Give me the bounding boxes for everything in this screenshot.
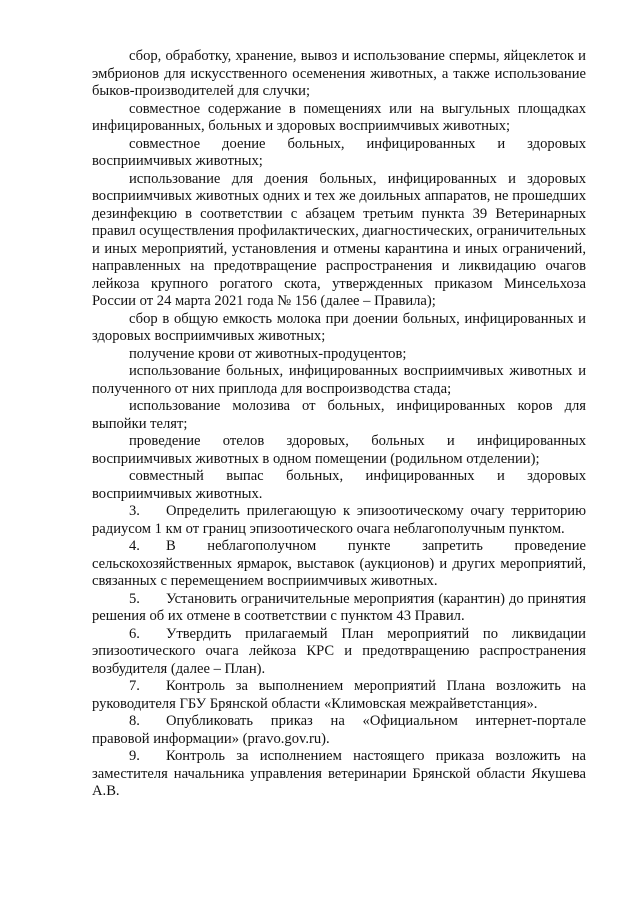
item-text: Контроль за выполнением мероприятий Плана возложить на руководителя ГБУ Брянской области «Климовская межрайветстанция». (92, 678, 586, 712)
item-number: 8. (129, 713, 140, 729)
item-number: 3. (129, 503, 140, 519)
paragraph: использование больных, инфицированных восприимчивых животных и полученного от них приплода для воспроизводства стада; (92, 363, 586, 397)
item-text: Опубликовать приказ на «Официальном интернет-портале правовой информации» (pravo.gov.ru). (92, 713, 586, 747)
paragraph: использование для доения больных, инфицированных и здоровых восприимчивых животных одних и тех же доильных аппаратов, не прошедших дезинфекцию в соответствии с абзацем третьим пункта 39 Ветеринарных правил осуществления профилактических, диагностических, ограничительных и иных мероприятий, установления и отмены карантина и иных ограничений, направленных на предотвращение распространения и ликвидацию очагов лейкоза крупного рогатого скота, утвержденных приказом Минсельхоза России от 24 марта 2021 года № 156 (далее – Правила); (92, 170, 587, 309)
paragraph: сбор, обработку, хранение, вывоз и использование спермы, яйцеклеток и эмбрионов для искусственного осеменения животных, а также использование быков-производителей для случки; (92, 48, 586, 99)
item-number: 9. (129, 748, 140, 764)
item-text: Утвердить прилагаемый План мероприятий по ликвидации эпизоотического очага лейкоза КРС и предотвращению распространения возбудителя (далее – План). (92, 625, 586, 677)
paragraph: получение крови от животных-продуцентов; (129, 345, 407, 362)
item-text: Контроль за исполнением настоящего приказа возложить на заместителя начальника управления ветеринарии Брянской области Якушева А.В. (92, 748, 586, 799)
document-page (92, 48, 586, 801)
item-number: 6. (129, 625, 140, 642)
numbered-item (92, 503, 586, 538)
numbered-item (92, 678, 586, 713)
numbered-item (92, 713, 586, 748)
item-text: Определить прилегающую к эпизоотическому очагу территорию радиусом 1 км от границ эпизоотического очага неблагополучным пунктом. (92, 503, 586, 537)
numbered-item (92, 626, 586, 679)
item-number: 7. (129, 678, 140, 694)
item-text: Установить ограничительные мероприятия (карантин) до принятия решения об их отмене в соответствии с пунктом 43 Правил. (92, 590, 586, 624)
item-text: В неблагополучном пункте запретить проведение сельскохозяйственных ярмарок, выставок (аукционов) и других мероприятий, связанных с перемещением восприимчивых животных. (92, 538, 586, 589)
paragraph: совместный выпас больных, инфицированных и здоровых восприимчивых животных. (92, 468, 586, 502)
paragraph: сбор в общую емкость молока при доении больных, инфицированных и здоровых восприимчивых животных; (92, 310, 586, 344)
paragraph: совместное содержание в помещениях или на выгульных площадках инфицированных, больных и здоровых восприимчивых животных; (92, 100, 586, 134)
numbered-item (92, 748, 586, 801)
numbered-item (92, 538, 586, 591)
numbered-item (92, 591, 586, 626)
item-number: 5. (129, 590, 140, 607)
paragraph: совместное доение больных, инфицированных и здоровых восприимчивых животных; (92, 135, 586, 169)
item-number: 4. (129, 538, 140, 554)
paragraph: проведение отелов здоровых, больных и инфицированных восприимчивых животных в одном помещении (родильном отделении); (92, 433, 586, 467)
paragraph: использование молозива от больных, инфицированных коров для выпойки телят; (92, 398, 586, 432)
